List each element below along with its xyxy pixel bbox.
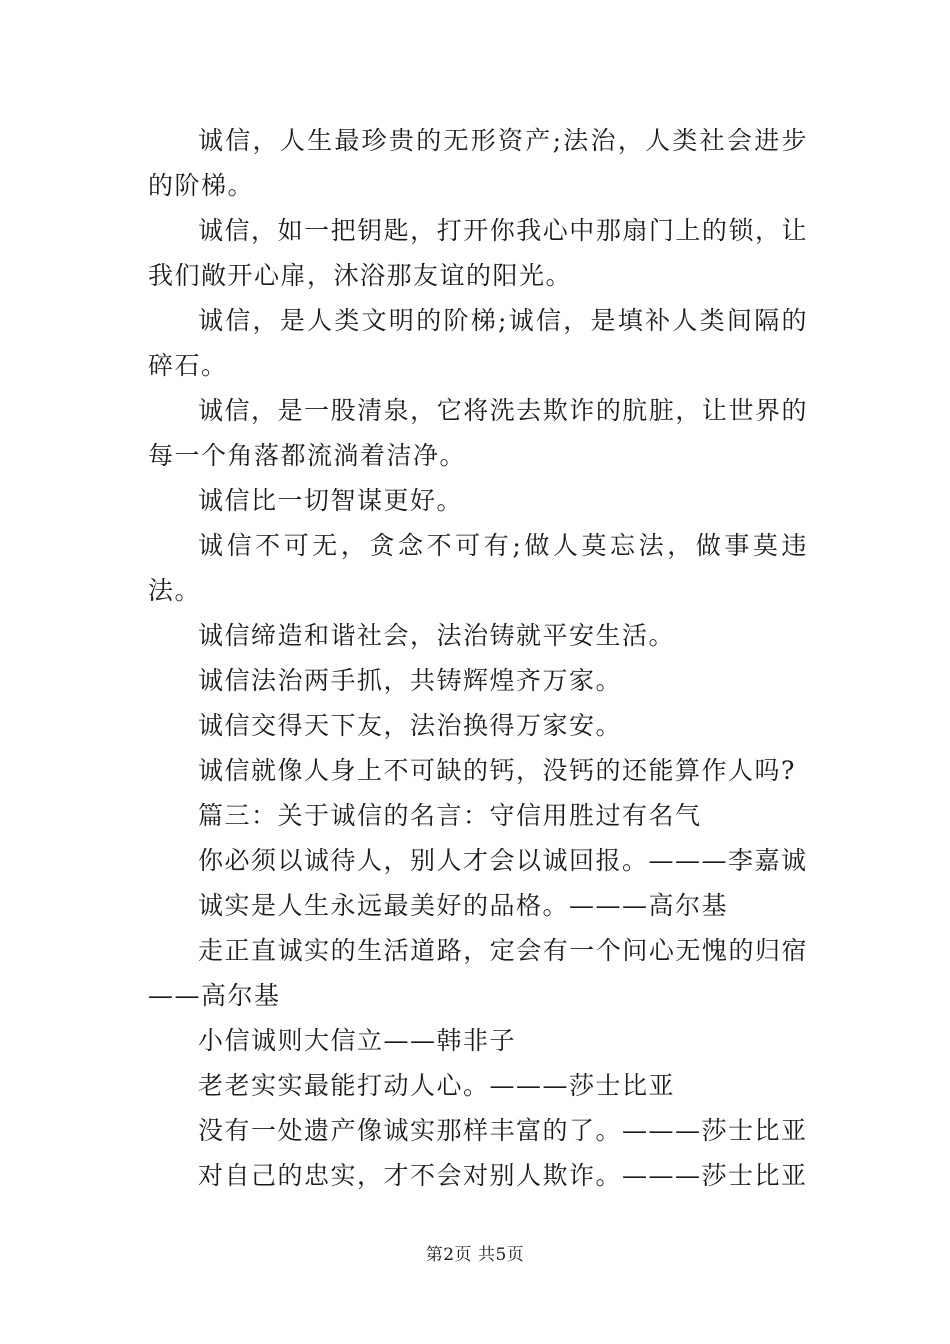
paragraph: 诚信交得天下友，法治换得万家安。 (198, 711, 623, 740)
paragraph: 诚信法治两手抓，共铸辉煌齐万家。 (198, 666, 623, 695)
paragraph: 诚信缔造和谐社会，法治铸就平安生活。 (198, 621, 676, 650)
section-heading: 篇三：关于诚信的名言：守信用胜过有名气 (198, 801, 702, 830)
page-number-footer: 第2页 共5页 (425, 1245, 525, 1265)
quote-line: 没有一处遗产像诚实那样丰富的了。———莎士比亚 (198, 1116, 808, 1145)
paragraph: 诚信，是人类文明的阶梯;诚信，是填补人类间隔的碎石。 (148, 306, 808, 380)
quote-line: 老老实实最能打动人心。———莎士比亚 (198, 1071, 676, 1100)
quote-line: 诚实是人生永远最美好的品格。———高尔基 (198, 891, 729, 920)
paragraph: 诚信，人生最珍贵的无形资产;法治，人类社会进步的阶梯。 (148, 126, 808, 200)
paragraph: 诚信比一切智谋更好。 (198, 486, 464, 515)
paragraph: 诚信，如一把钥匙，打开你我心中那扇门上的锁，让我们敞开心扉，沐浴那友谊的阳光。 (148, 216, 808, 290)
quote-line: 对自己的忠实，才不会对别人欺诈。———莎士比亚 (198, 1161, 808, 1190)
paragraph: 诚信不可无，贪念不可有;做人莫忘法，做事莫违法。 (148, 531, 808, 605)
paragraph: 诚信，是一股清泉，它将洗去欺诈的肮脏，让世界的每一个角落都流淌着洁净。 (148, 396, 808, 470)
paragraph: 诚信就像人身上不可缺的钙，没钙的还能算作人吗? (198, 756, 796, 785)
document-body (148, 118, 808, 1198)
quote-line: 小信诚则大信立——韩非子 (198, 1026, 517, 1055)
quote-line: 你必须以诚待人，别人才会以诚回报。———李嘉诚 (198, 846, 808, 875)
quote-line: 走正直诚实的生活道路，定会有一个问心无愧的归宿——高尔基 (148, 936, 808, 1010)
